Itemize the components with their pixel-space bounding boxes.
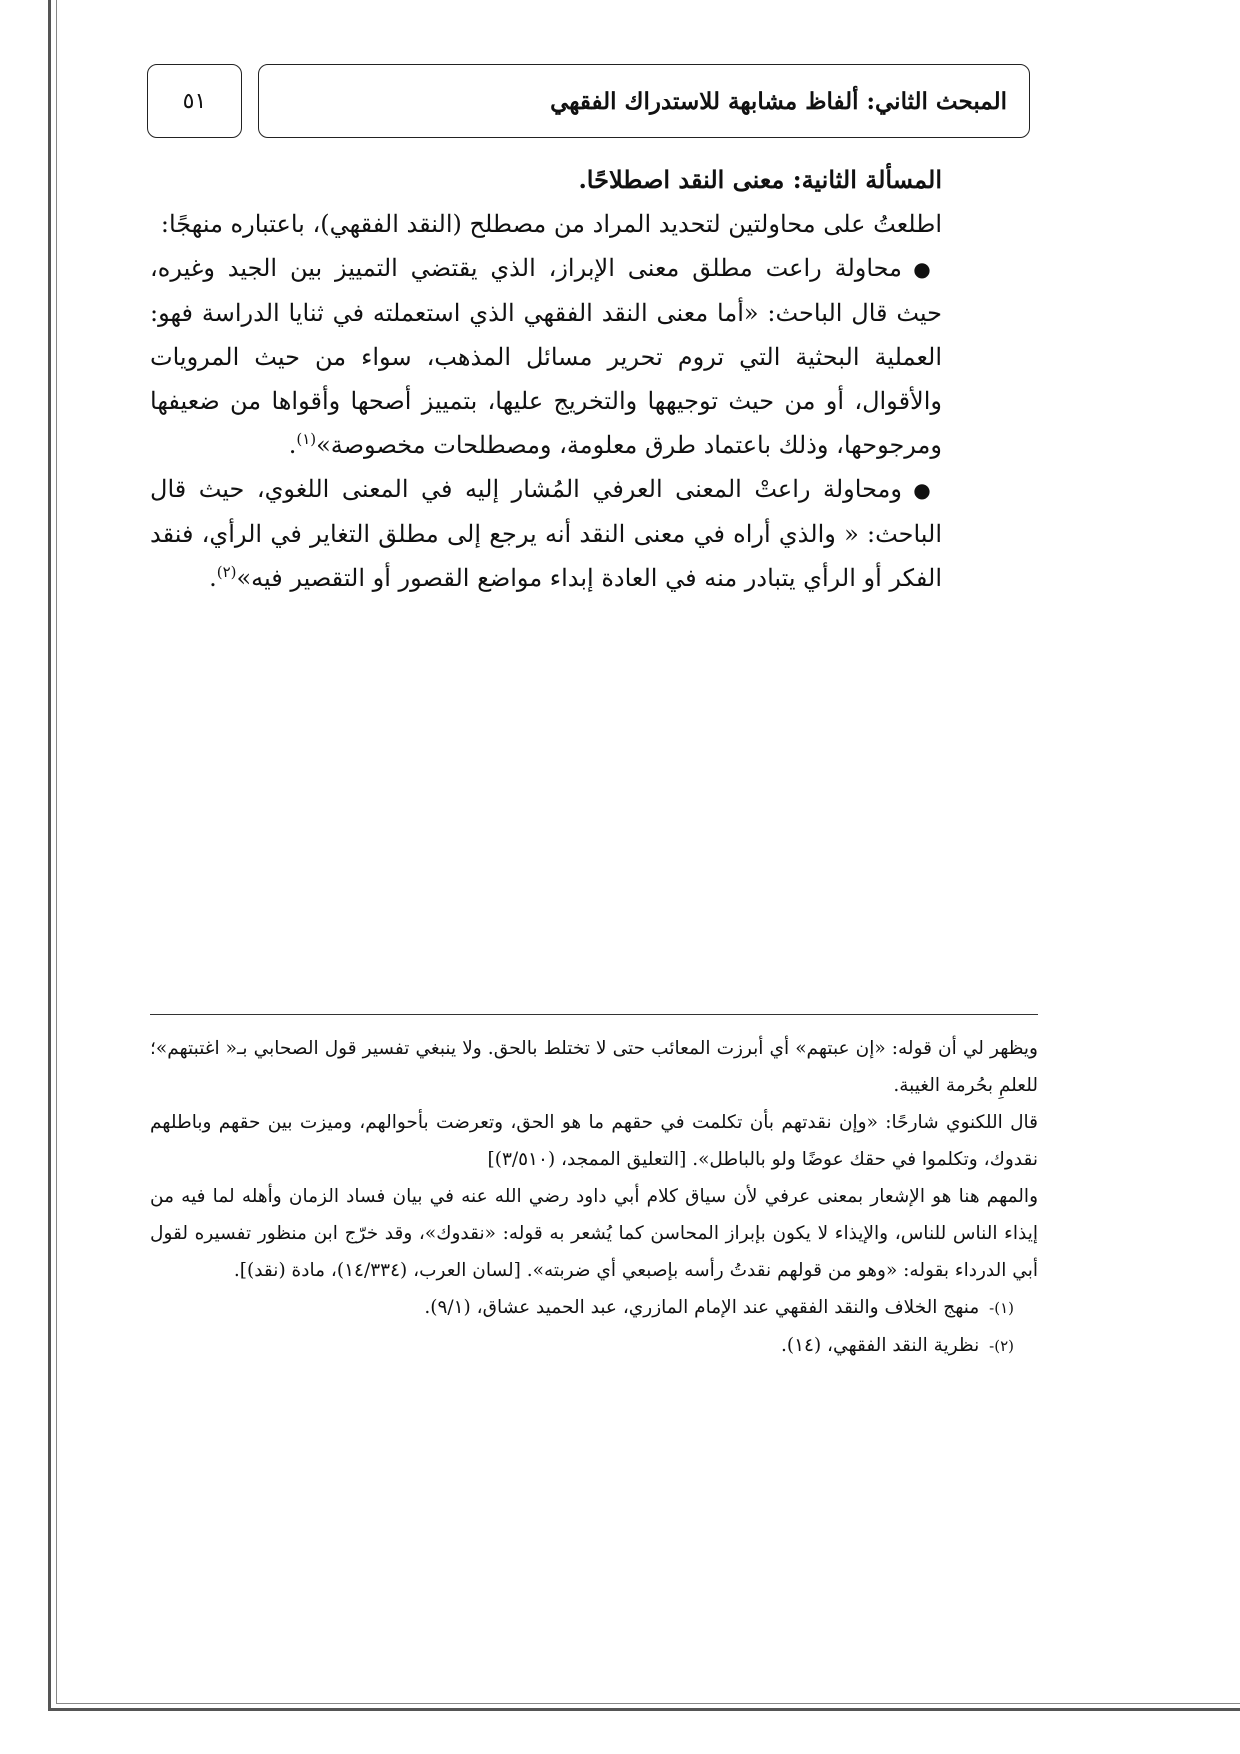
footnote-2 bbox=[150, 1327, 1038, 1365]
footnote-1 bbox=[150, 1289, 1038, 1327]
footnote-2-number: (٢)- bbox=[989, 1337, 1014, 1355]
footnote-divider bbox=[150, 1014, 1038, 1015]
footnote-continuation-c: والمهم هنا هو الإشعار بمعنى عرفي لأن سياق كلام أبي داود رضي الله عنه في بيان فساد الزمان وأهله لما فيه من إيذاء الناس للناس، والإيذاء لا يكون بإبراز المحاسن كما يُشعر به قوله: «نقدوك»، وقد خرّج ابن منظور تفسيره لقول أبي الدرداء بقوله: «وهو من قولهم نقدتُ رأسه بإصبعي أي ضربته». [لسان العرب، (١٤/٣٣٤)، مادة (نقد)]. bbox=[150, 1186, 1038, 1281]
bullet-1-text: محاولة راعت مطلق معنى الإبراز، الذي يقتضي التمييز بين الجيد وغيره، حيث قال الباحث: «أما معنى النقد الفقهي الذي استعملته في ثنايا الدراسة فهو: العملية البحثية التي تروم تحرير مسائل المذهب، سواء من حيث المرويات والأقوال، أو من حيث توجيهها والتخريج عليها، بتمييز أصحها وأقواها من ضعيفها ومرجوحها، وذلك باعتماد طرق معلومة، ومصطلحات مخصوصة» bbox=[150, 254, 942, 459]
footnote-ref-1[interactable]: (١) bbox=[296, 430, 317, 448]
bullet-paragraph-1 bbox=[150, 246, 942, 467]
intro-paragraph: اطلعتُ على محاولتين لتحديد المراد من مصطلح (النقد الفقهي)، باعتباره منهجًا: bbox=[160, 210, 942, 238]
footnote-1-number: (١)- bbox=[989, 1299, 1014, 1317]
footnote-ref-2[interactable]: (٢) bbox=[216, 563, 237, 581]
main-text bbox=[150, 150, 942, 600]
bullet-paragraph-2 bbox=[150, 467, 942, 600]
footnote-1-text: منهج الخلاف والنقد الفقهي عند الإمام المازري، عبد الحميد عشاق، (٩/١). bbox=[424, 1297, 980, 1318]
bullet-icon: ● bbox=[913, 478, 931, 502]
bullet-icon: ● bbox=[913, 257, 931, 281]
page-number: ٥١ bbox=[147, 64, 242, 138]
bullet-2-text: ومحاولة راعتْ المعنى العرفي المُشار إليه في المعنى اللغوي، حيث قال الباحث: « والذي أراه في معنى النقد أنه يرجع إلى مطلق التغاير في الرأي، فنقد الفكر أو الرأي يتبادر منه في العادة إبداء مواضع القصور أو التقصير فيه» bbox=[150, 475, 943, 592]
running-header-title: المبحث الثاني: ألفاظ مشابهة للاستدراك الفقهي bbox=[258, 64, 1030, 138]
footnote-2-text: نظرية النقد الفقهي، (١٤). bbox=[780, 1335, 980, 1356]
bullet-2-end: . bbox=[209, 564, 217, 592]
bullet-1-end: . bbox=[288, 431, 297, 459]
section-heading: المسألة الثانية: معنى النقد اصطلاحًا. bbox=[578, 165, 942, 194]
footnote-continuation-b: قال اللكنوي شارحًا: «وإن نقدتهم بأن تكلمت في حقهم ما هو الحق، وتعرضت بأحوالهم، وميزت بين حقهم وباطلهم نقدوك، وتكلموا في حقك عوضًا ولو بالباطل». [التعليق الممجد، (٣/٥١٠)] bbox=[150, 1112, 1038, 1170]
footnote-continuation-a: ويظهر لي أن قوله: «إن عبتهم» أي أبرزت المعائب حتى لا تختلط بالحق. ولا ينبغي تفسير قول الصحابي بـ« اغتبتهم»؛ للعلمِ بحُرمة الغيبة. bbox=[150, 1038, 1038, 1096]
footnotes bbox=[150, 1030, 1038, 1365]
